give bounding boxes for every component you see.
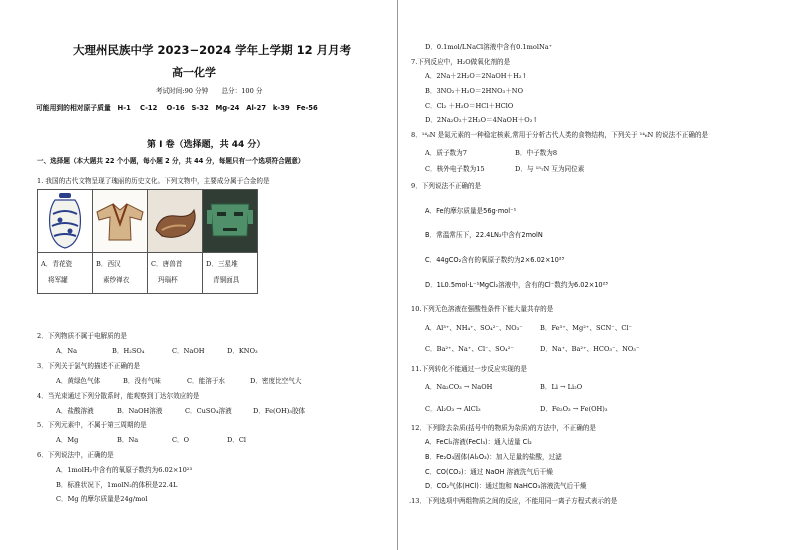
question-3-stem: 3．下列关于氯气的描述不正确的是	[37, 362, 141, 370]
question-8-stem: 8．¹⁴₆N 是氮元素的一种稳定核素,常用于分析古代人类的食物结构，下列关于 ¹⁴₆N 的说法不正确的是	[411, 131, 709, 139]
q12-option-d: D．CO₂气体(HCl)：通过饱和 NaHCO₃溶液洗气后干燥	[425, 482, 587, 490]
q8-option-c: C．核外电子数为15	[425, 165, 485, 173]
question-10-stem: 10.下列无色溶液在强酸性条件下能大量共存的是	[411, 305, 554, 313]
q7-option-b: B．3NO₂＋H₂O＝2HNO₃＋NO	[425, 87, 523, 95]
question-11-stem: 11.下列转化不能通过一步反应实现的是	[411, 365, 527, 373]
q4-option-c: C．CuSO₄溶液	[185, 407, 232, 415]
q7-option-c: C．Cl₂ ＋H₂O＝HCl＋HClO	[425, 102, 514, 110]
q6-option-c: C．Mg 的摩尔质量是24g/mol	[56, 495, 148, 503]
q8-option-d: D．与 ¹⁵₇N 互为同位素	[515, 165, 585, 173]
q1-option-c-line2: 玛瑙杯	[158, 276, 178, 284]
atomic-masses: 可能用到的相对原子质量 H-1 C-12 O-16 S-32 Mg-24 Al-27 k-39 Fe-56	[36, 104, 318, 112]
q11-option-b: B．Li → Li₂O	[540, 383, 583, 391]
q3-option-b: B．没有气味	[123, 377, 161, 385]
q9-option-d: D．1L0.5mol·L⁻¹MgCl₂溶液中，含有的Cl⁻数约为6.02×10²³	[425, 281, 608, 289]
exam-title: 大理州民族中学 2023−2024 学年上学期 12 月月考	[73, 43, 352, 57]
q11-option-c: C．Al₂O₃ → AlCl₃	[425, 405, 481, 413]
silk-robe-icon	[93, 190, 147, 252]
q3-option-d: D．密度比空气大	[250, 377, 302, 385]
q10-option-c: C．Ba²⁺、Na⁺、Cl⁻、SO₄²⁻	[425, 345, 514, 353]
q4-option-a: A．盐酸溶液	[56, 407, 94, 415]
question-5-stem: 5．下列元素中，不属于第三周期的是	[37, 421, 147, 429]
q10-option-b: B．Fe³⁺、Mg²⁺、SCN⁻、Cl⁻	[540, 324, 633, 332]
q12-option-b: B．Fe₂O₃固体(Al₂O₃)：加入足量的盐酸，过滤	[425, 453, 562, 461]
q6-option-d: D．0.1mol/LNaCl溶液中含有0.1molNa⁺	[425, 43, 553, 51]
agate-cup-icon	[148, 190, 202, 252]
question-4-stem: 4．当光束通过下列分散系时，能观察到丁达尔效应的是	[37, 392, 200, 400]
q1-option-d-line1: D．三星堆	[206, 260, 238, 268]
question-6-stem: 6．下列说法中，正确的是	[37, 451, 114, 459]
q11-option-a: A．Na₂CO₃ → NaOH	[425, 383, 493, 391]
q2-option-d: D．KNO₃	[227, 347, 258, 355]
q6-option-b: B．标准状况下，1molN₂的体积是22.4L	[56, 481, 178, 489]
q10-option-d: D．Na⁺、Ba²⁺、HCO₃⁻、NO₃⁻	[540, 345, 640, 353]
q2-option-a: A．Na	[56, 347, 78, 355]
question-1-stem: 1. 我国的古代文物呈现了瑰丽的历史文化。下列文物中，主要成分属于合金的是	[37, 177, 270, 185]
q11-option-d: D．Fe₂O₃ → Fe(OH)₃	[540, 405, 608, 413]
q9-option-b: B．常温常压下，22.4LN₂中含有2molN	[425, 231, 543, 239]
q4-option-b: B．NaOH溶液	[117, 407, 163, 415]
question-9-stem: 9．下列说法不正确的是	[411, 182, 482, 190]
q8-option-a: A．质子数为7	[425, 149, 467, 157]
exam-info: 考试时间:90 分钟 总分：100 分	[156, 87, 263, 95]
q7-option-a: A．2Na＋2H₂O＝2NaOH＋H₂↑	[425, 72, 527, 80]
question-2-stem: 2．下列物质不属于电解质的是	[37, 332, 127, 340]
q10-option-a: A．Al³⁺、NH₄⁺、SO₄²⁻、NO₃⁻	[425, 324, 523, 332]
q9-option-a: A．Fe的摩尔质量是56g·mol⁻¹	[425, 207, 517, 215]
right-column	[397, 0, 794, 550]
q5-option-c: C．O	[172, 436, 190, 444]
q9-option-c: C．44gCO₂含有的氧原子数约为2×6.02×10²³	[425, 256, 565, 264]
bronze-mask-icon	[203, 190, 257, 252]
q1-option-a-line2: 将军罐	[48, 276, 68, 284]
question-13-stem: .13．下列选项中两组物质之间的反应，不能用同一离子方程式表示的是	[409, 497, 618, 505]
q1-option-a-line1: A．青花瓷	[41, 260, 73, 268]
question-7-stem: 7.下列反应中，H₂O做氧化剂的是	[411, 58, 511, 66]
q5-option-d: D．Cl	[227, 436, 247, 444]
section-heading: 第 I 卷（选择题，共 44 分）	[147, 140, 266, 150]
q12-option-a: A．FeCl₂溶液(FeCl₃)：通入适量 Cl₂	[425, 438, 532, 446]
q1-option-c-line1: C．唐兽首	[151, 260, 183, 268]
question-1-image-table	[37, 189, 258, 294]
section-instructions: 一、选择题（本大题共 22 个小题，每小题 2 分，共 44 分，每题只有一个选项符合题意）	[37, 157, 305, 165]
q6-option-a: A．1molH₂中含有的氧原子数约为6.02×10²³	[56, 466, 193, 474]
q1-option-b-line1: B．西汉	[96, 260, 121, 268]
q2-option-b: B．H₂SO₄	[112, 347, 145, 355]
q12-option-c: C．CO(CO₂)：通过 NaOH 溶液洗气后干燥	[425, 468, 553, 476]
q5-option-a: A．Mg	[56, 436, 79, 444]
q1-option-d-line2: 青铜面具	[213, 276, 240, 284]
exam-subject: 高一化学	[172, 66, 216, 79]
q7-option-d: D．2Na₂O₂＋2H₂O＝4NaOH＋O₂↑	[425, 116, 538, 124]
q1-option-b-line2: 素纱禅衣	[103, 276, 130, 284]
q4-option-d: D．Fe(OH)₃胶体	[253, 407, 306, 415]
q3-option-a: A．黄绿色气体	[56, 377, 101, 385]
q5-option-b: B．Na	[117, 436, 139, 444]
porcelain-jar-icon	[38, 190, 92, 252]
q8-option-b: B．中子数为8	[515, 149, 558, 157]
question-12-stem: 12．下列除去杂质(括号中的物质为杂质)的方法中，不正确的是	[411, 424, 596, 432]
q2-option-c: C．NaOH	[172, 347, 205, 355]
q3-option-c: C．能溶于水	[187, 377, 226, 385]
